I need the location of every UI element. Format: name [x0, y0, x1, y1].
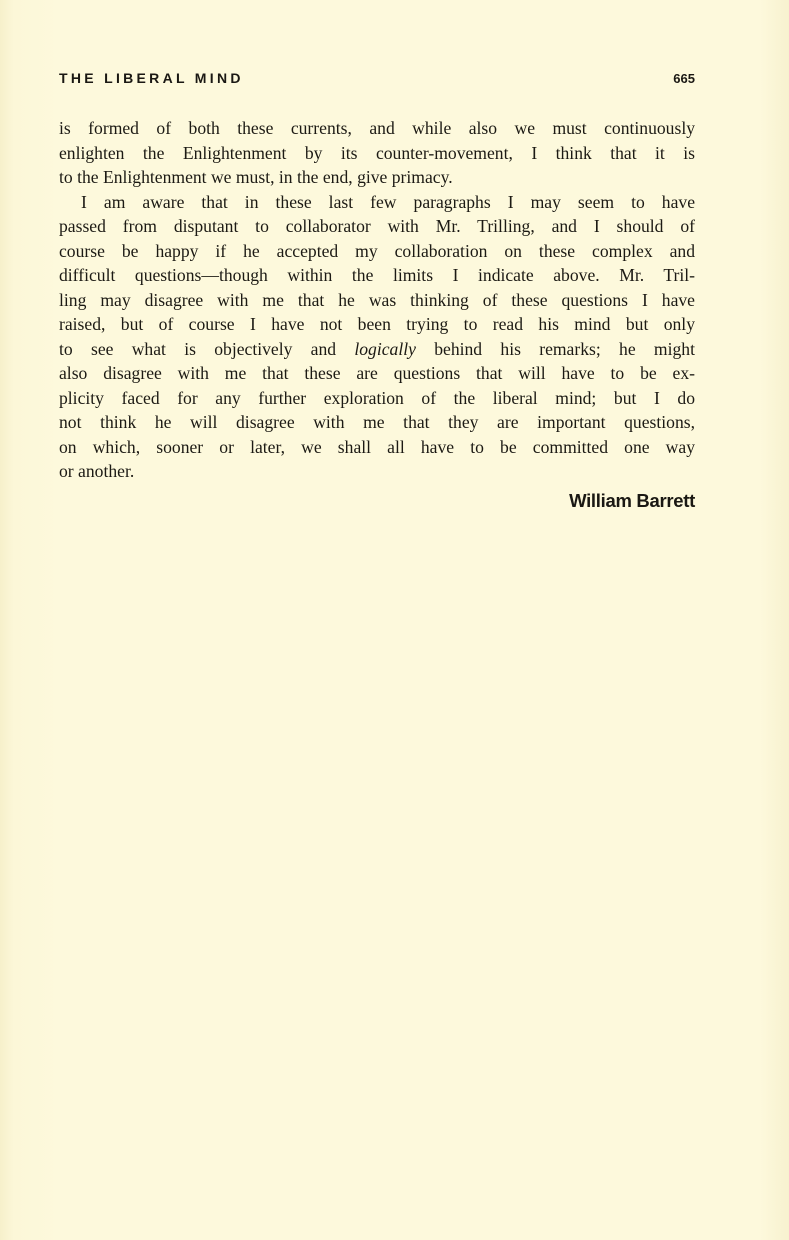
text-line: raised, but of course I have not been trying to read his mind but only — [59, 314, 695, 334]
text-line: ling may disagree with me that he was thinking of these questions I have — [59, 289, 695, 310]
text-line: I am aware that in these last few paragraphs I may seem to have — [81, 191, 695, 212]
running-title: THE LIBERAL MIND — [59, 70, 244, 86]
author-signature: William Barrett — [569, 490, 695, 511]
text-line: difficult questions—though within the limits I indicate above. Mr. Tril- — [59, 265, 695, 285]
text-line: or another. — [59, 461, 135, 481]
text-segment: to see what is objectively and — [59, 338, 337, 359]
text-line: not think he will disagree with me that they are important questions, — [59, 412, 695, 432]
text-line: course be happy if he accepted my collaboration on these complex and — [59, 240, 695, 261]
text-line-with-italic — [59, 337, 695, 362]
text-segment: behind his remarks; he might — [415, 338, 695, 359]
text-line: enlighten the Enlightenment by its counter-movement, I think that it is — [59, 142, 695, 163]
italic-emphasis: logically — [354, 338, 416, 359]
paragraph-1 — [59, 116, 695, 190]
text-line: to the Enlightenment we must, in the end, give primacy. — [59, 167, 453, 187]
running-head — [59, 70, 695, 90]
page-number: 665 — [673, 71, 695, 86]
paragraph-2 — [59, 190, 695, 484]
text-line: on which, sooner or later, we shall all have to be committed one way — [59, 436, 695, 457]
body-text — [59, 116, 695, 484]
text-line: is formed of both these currents, and while also we must continuously — [59, 118, 695, 138]
text-line: also disagree with me that these are questions that will have to be ex- — [59, 363, 695, 383]
text-line: plicity faced for any further exploration of the liberal mind; but I do — [59, 387, 695, 408]
text-line: passed from disputant to collaborator with Mr. Trilling, and I should of — [59, 216, 695, 236]
